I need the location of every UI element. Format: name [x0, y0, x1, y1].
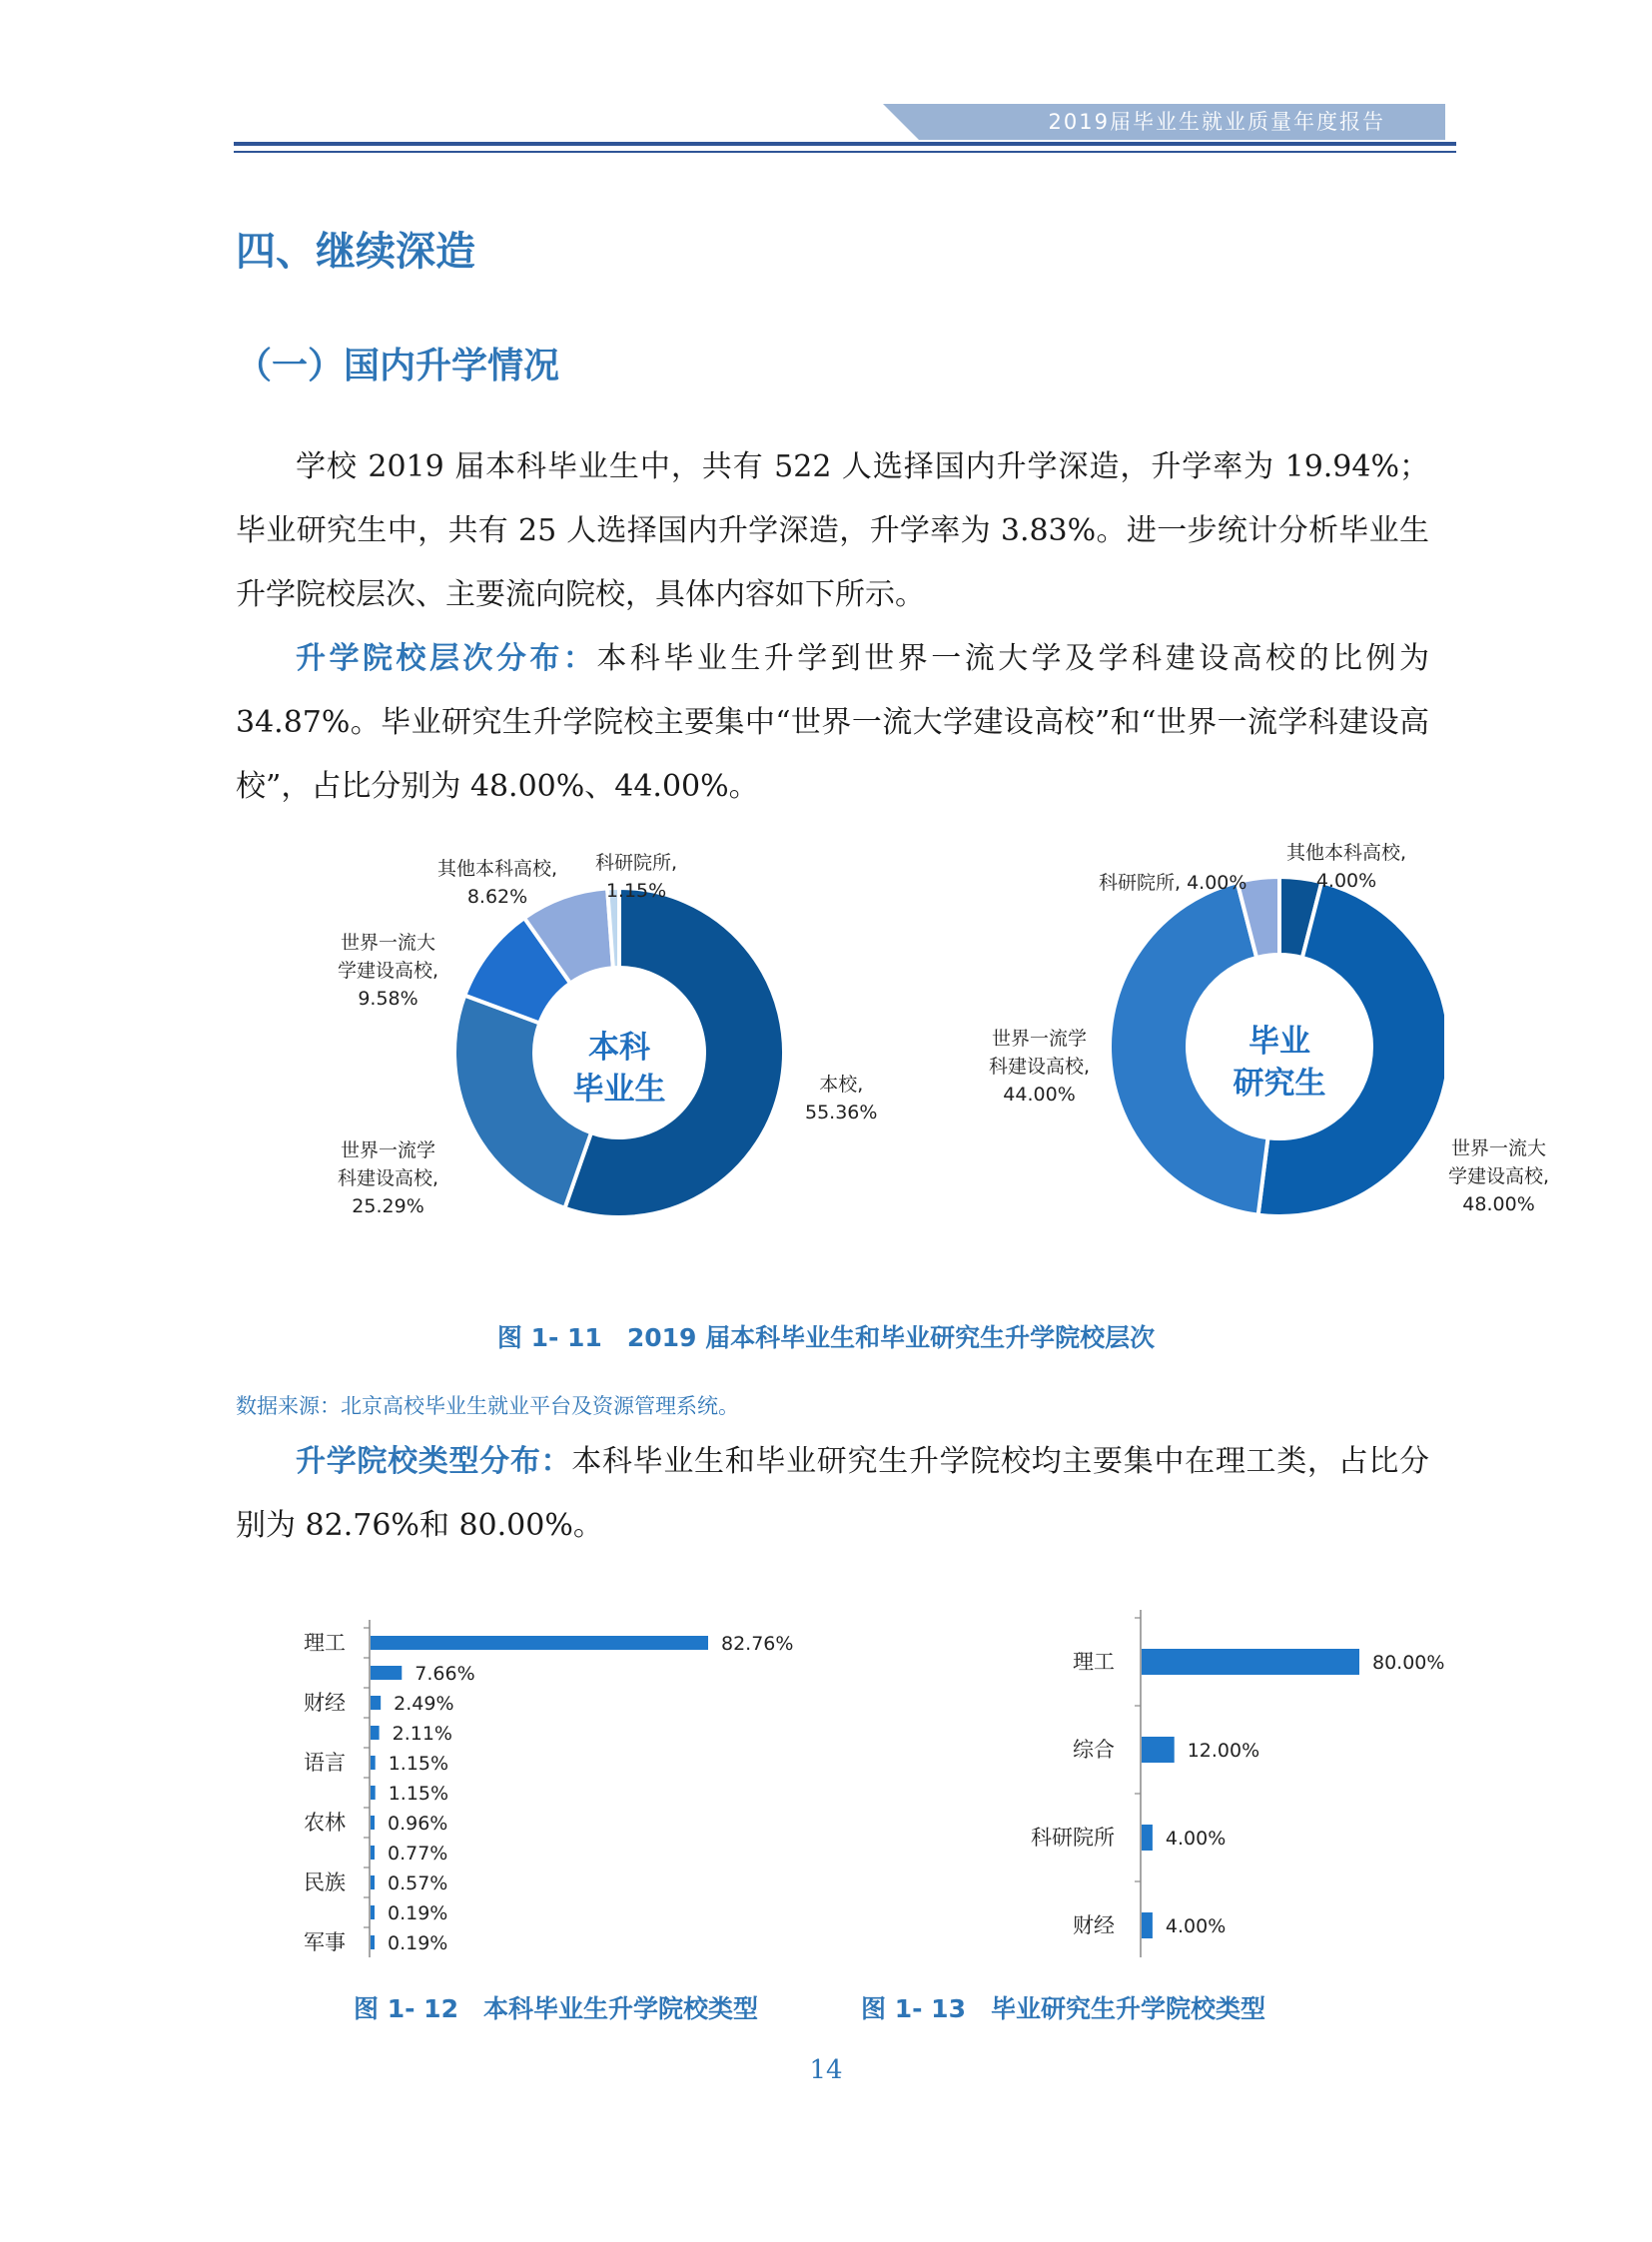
bars2-value-label-1: 12.00% [1187, 1740, 1260, 1762]
bars1-value-label-5: 1.15% [388, 1783, 449, 1805]
bars1-category-label-0: 理工 [304, 1631, 346, 1655]
bars2-value-label-0: 80.00% [1372, 1652, 1445, 1674]
bars1-bar-5 [371, 1786, 376, 1800]
header-title: 2019届毕业生就业质量年度报告 [1048, 110, 1385, 134]
type-lead: 升学院校类型分布： [296, 1444, 572, 1479]
bars1-value-label-6: 0.96% [388, 1813, 448, 1835]
bars1-bar-7 [371, 1846, 375, 1860]
figure-caption-1-13: 图 1- 13 毕业研究生升学院校类型 [861, 1994, 1265, 2023]
donut1-label-research: 科研院所, 1.15% [595, 852, 678, 902]
type-paragraph [236, 1430, 1429, 1558]
level-lead: 升学院校层次分布： [296, 641, 597, 676]
bars2-value-label-3: 4.00% [1165, 1915, 1227, 1937]
bars2-bar-2 [1142, 1825, 1153, 1851]
bars1-value-label-10: 0.19% [388, 1932, 448, 1954]
donut2-label-world-univ: 世界一流大 学建设高校, 48.00% [1448, 1137, 1550, 1215]
bars1-bar-9 [371, 1905, 375, 1919]
bars1-bar-2 [371, 1696, 381, 1710]
donut1-label-world-disc: 世界一流学 科建设高校, 25.29% [338, 1139, 439, 1217]
donut1-label-other: 其他本科高校, 8.62% [437, 858, 558, 908]
subsection-heading: （一）国内升学情况 [236, 346, 560, 386]
bars1-value-label-4: 1.15% [388, 1753, 449, 1775]
bars1-category-label-10: 军事 [304, 1930, 346, 1954]
type-bar-charts [236, 1598, 1454, 1957]
bars1-bar-4 [371, 1756, 376, 1770]
header-band [919, 104, 1445, 140]
level-text: 本科毕业生升学到世界一流大学及学科建设高校的比例为 34.87%。毕业研究生升学院校主要集中“世界一流大学建设高校”和“世界一流学科建设高校”，占比分别为 48.00%、44.00%。 [236, 641, 1430, 804]
section-heading: 四、继续深造 [236, 229, 475, 275]
bars2-category-label-1: 综合 [1073, 1738, 1115, 1762]
intro-paragraph: 学校 2019 届本科毕业生中，共有 522 人选择国内升学深造，升学率为 19.94%；毕业研究生中，共有 25 人选择国内升学深造，升学率为 3.83%。进一步统计分析毕业生升学院校层次、主要流向院校，具体内容如下所示。 [236, 449, 1429, 612]
bars1-value-label-1: 7.66% [414, 1663, 475, 1685]
undergrad-type-bar-chart [304, 1620, 793, 1957]
donut2-label-research: 科研院所, 4.00% [1099, 872, 1247, 894]
bars1-bar-0 [371, 1636, 708, 1650]
donut2-label-world-disc: 世界一流学 科建设高校, 44.00% [989, 1028, 1091, 1106]
bars1-value-label-7: 0.77% [388, 1843, 448, 1865]
bars2-category-label-0: 理工 [1073, 1650, 1115, 1674]
bars2-value-label-2: 4.00% [1165, 1828, 1227, 1850]
bars1-bar-6 [371, 1816, 375, 1830]
page-number: 14 [809, 2055, 843, 2085]
donut1-label-own: 本校, 55.36% [805, 1074, 878, 1123]
bars2-bar-0 [1142, 1649, 1359, 1675]
bars1-value-label-8: 0.57% [388, 1872, 448, 1894]
bars1-category-label-6: 农林 [304, 1811, 346, 1835]
bars1-bar-8 [371, 1875, 375, 1889]
bars1-bar-3 [371, 1726, 380, 1740]
bars1-value-label-9: 0.19% [388, 1902, 448, 1924]
donut2-center-label: 毕业 研究生 [1233, 1024, 1326, 1102]
donut1-label-world-univ: 世界一流大 学建设高校, 9.58% [338, 932, 439, 1010]
type-text: 本科毕业生和毕业研究生升学院校均主要集中在理工类，占比分别为 82.76%和 80.00%。 [236, 1444, 1429, 1543]
bars2-bar-1 [1142, 1737, 1175, 1763]
level-paragraph [236, 627, 1429, 819]
header-rule-thin [234, 151, 1456, 153]
bars1-category-label-4: 语言 [304, 1751, 346, 1775]
bars1-value-label-0: 82.76% [721, 1633, 794, 1655]
bars2-category-label-2: 科研院所 [1031, 1826, 1115, 1850]
figure-caption-1-11: 图 1- 11 2019 届本科毕业生和毕业研究生升学院校层次 [496, 1323, 1156, 1352]
data-source-note: 数据来源：北京高校毕业生就业平台及资源管理系统。 [236, 1394, 739, 1418]
bars1-category-label-2: 财经 [304, 1691, 346, 1715]
graduate-type-bar-chart [1031, 1610, 1444, 1957]
bars1-bar-10 [371, 1935, 375, 1949]
donut1-center-label: 本科 毕业生 [572, 1030, 666, 1108]
bars2-category-label-3: 财经 [1073, 1913, 1115, 1937]
bars2-bar-3 [1142, 1912, 1153, 1938]
header-rule [234, 142, 1456, 146]
figure-caption-1-12: 图 1- 12 本科毕业生升学院校类型 [354, 1994, 758, 2023]
donut2-label-other: 其他本科高校, 4.00% [1286, 842, 1407, 892]
bars1-bar-1 [371, 1666, 402, 1680]
bars1-value-label-3: 2.11% [392, 1723, 452, 1745]
bars1-value-label-2: 2.49% [394, 1693, 454, 1715]
bars1-category-label-8: 民族 [304, 1870, 346, 1894]
